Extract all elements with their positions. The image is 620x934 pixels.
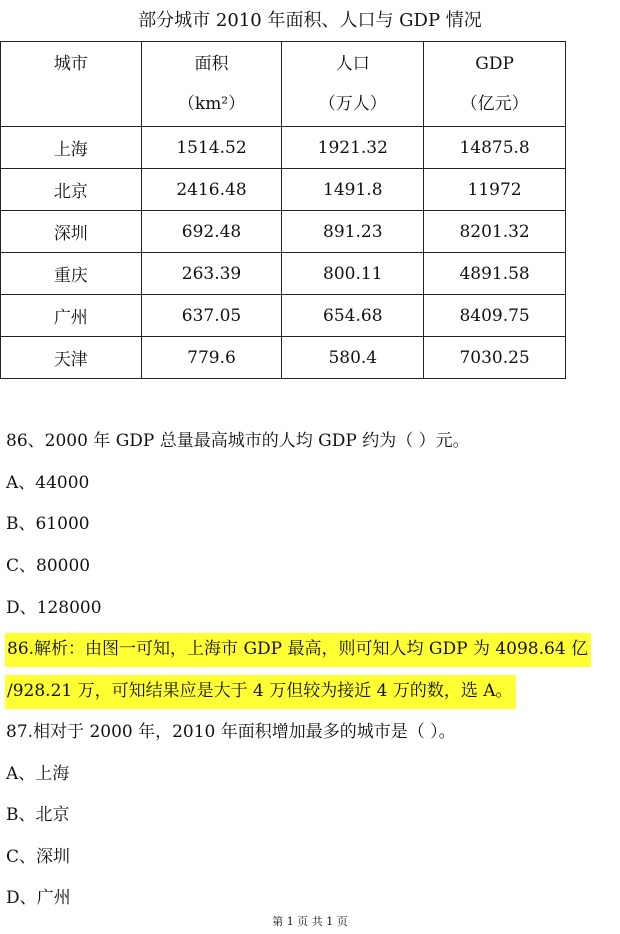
data-table [0, 41, 566, 379]
header-unit: （万人） [318, 94, 387, 114]
table-row [1, 253, 566, 295]
question-87-option-d: D、广州 [6, 888, 71, 908]
table-row [1, 127, 566, 169]
cell-population: 891.23 [282, 211, 424, 253]
header-label: 人口 [335, 54, 370, 74]
cell-gdp: 14875.8 [424, 127, 566, 169]
header-label: 面积 [194, 54, 229, 74]
cell-city: 重庆 [1, 253, 142, 295]
cell-city: 北京 [1, 169, 142, 211]
page-footer: 第 1 页 共 1 页 [272, 915, 348, 928]
cell-population: 654.68 [282, 295, 424, 337]
cell-area: 637.05 [141, 295, 282, 337]
cell-gdp: 4891.58 [424, 253, 566, 295]
question-87-option-b: B、北京 [6, 805, 70, 825]
cell-area: 263.39 [141, 253, 282, 295]
table-row [1, 169, 566, 211]
header-unit: （km²） [177, 94, 246, 114]
header-cell-population [282, 42, 424, 127]
table-row [1, 295, 566, 337]
header-cell-gdp [424, 42, 566, 127]
question-86-option-a: A、44000 [6, 473, 90, 493]
cell-area: 779.6 [141, 337, 282, 379]
cell-population: 1921.32 [282, 127, 424, 169]
cell-area: 2416.48 [141, 169, 282, 211]
question-87-stem: 87.相对于 2000 年，2010 年面积增加最多的城市是（ ）。 [6, 722, 456, 742]
cell-gdp: 8409.75 [424, 295, 566, 337]
cell-gdp: 8201.32 [424, 211, 566, 253]
cell-city: 上海 [1, 127, 142, 169]
cell-gdp: 7030.25 [424, 337, 566, 379]
question-87-option-a: A、上海 [6, 764, 70, 784]
question-87-option-c: C、深圳 [6, 847, 71, 867]
cell-population: 800.11 [282, 253, 424, 295]
question-86-analysis-line1: 86.解析：由图一可知，上海市 GDP 最高，则可知人均 GDP 为 4098.64 亿 [5, 633, 591, 667]
question-86-option-d: D、128000 [6, 598, 102, 618]
question-86-stem: 86、2000 年 GDP 总量最高城市的人均 GDP 约为（ ）元。 [6, 431, 470, 451]
cell-population: 580.4 [282, 337, 424, 379]
table-row [1, 211, 566, 253]
cell-city: 天津 [1, 337, 142, 379]
cell-area: 692.48 [141, 211, 282, 253]
table-header-row [1, 42, 566, 127]
cell-population: 1491.8 [282, 169, 424, 211]
header-label: GDP [475, 54, 514, 74]
header-label: 城市 [53, 54, 88, 74]
cell-area: 1514.52 [141, 127, 282, 169]
header-cell-area [141, 42, 282, 127]
header-cell-city [1, 42, 142, 127]
cell-gdp: 11972 [424, 169, 566, 211]
question-86-option-c: C、80000 [6, 556, 91, 576]
cell-city: 深圳 [1, 211, 142, 253]
table-row [1, 337, 566, 379]
cell-city: 广州 [1, 295, 142, 337]
header-unit: （亿元） [460, 94, 529, 114]
question-86-option-b: B、61000 [6, 514, 90, 534]
question-86-analysis-line2: /928.21 万，可知结果应是大于 4 万但较为接近 4 万的数，选 A。 [5, 675, 516, 709]
table-title: 部分城市 2010 年面积、人口与 GDP 情况 [138, 10, 482, 31]
